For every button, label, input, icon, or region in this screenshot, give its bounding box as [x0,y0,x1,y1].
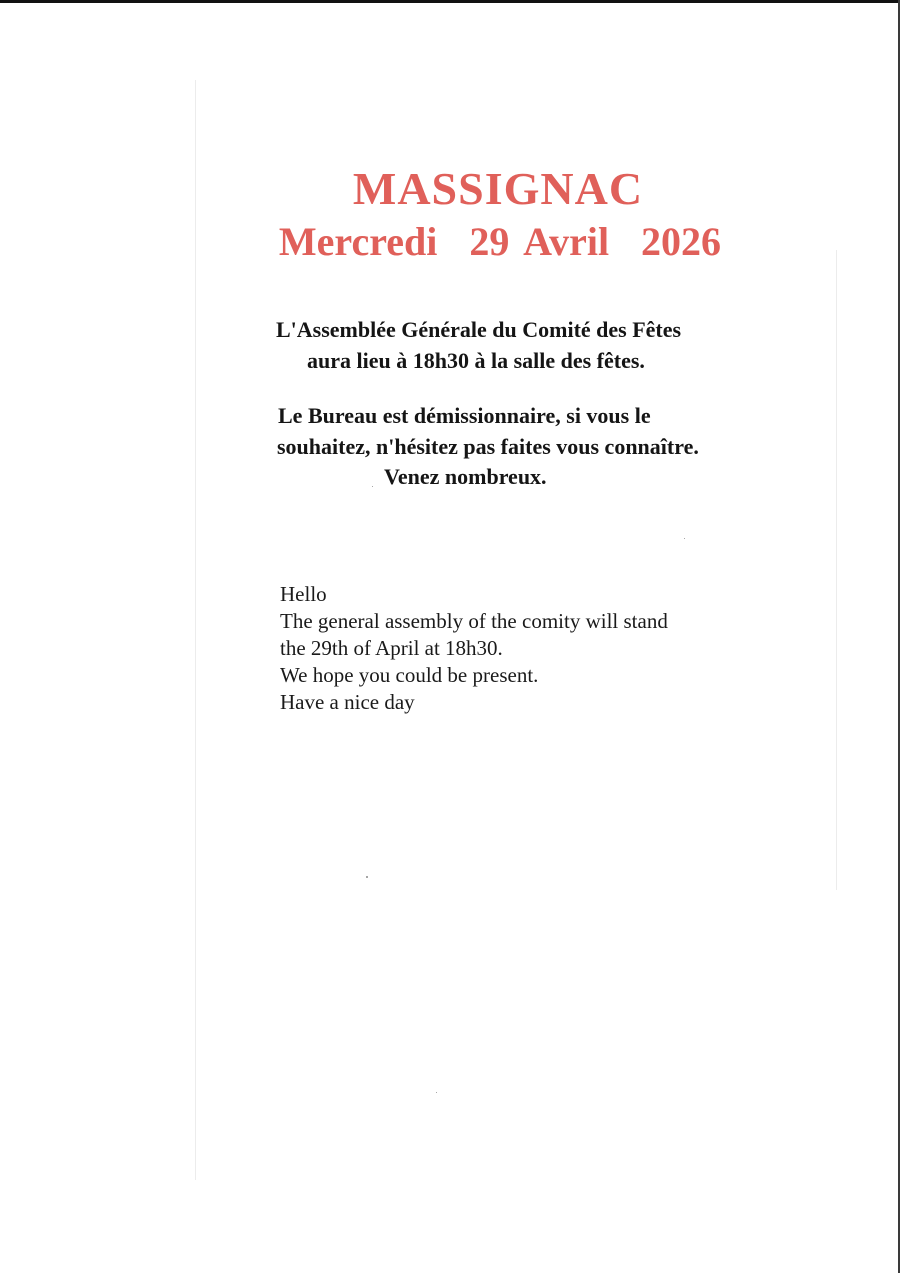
bureau-line-1: Le Bureau est démissionnaire, si vous le [278,403,651,428]
english-line: Have a nice day [280,690,415,714]
assembly-line-2: aura lieu à 18h30 à la salle des fêtes. [307,348,645,373]
english-line: The general assembly of the comity will stand [280,609,668,633]
scan-speck [366,876,368,878]
assembly-line-1: L'Assemblée Générale du Comité des Fêtes [276,317,682,342]
event-date: Mercredi 29 Avril 2026 [278,219,722,264]
town-title: MASSIGNAC [352,163,644,214]
english-line: Hello [280,582,327,606]
english-line: We hope you could be present. [280,663,539,687]
bureau-line-2: souhaitez, n'hésitez pas faites vous connaître. [277,434,699,459]
scan-speck [684,538,685,539]
english-message [280,581,668,716]
scan-artifact-line [836,250,837,890]
scan-speck [372,486,373,487]
scan-speck [436,1092,437,1093]
english-line: the 29th of April at 18h30. [280,636,503,660]
bureau-line-3: Venez nombreux. [384,464,547,489]
scan-edge-top [0,0,900,3]
